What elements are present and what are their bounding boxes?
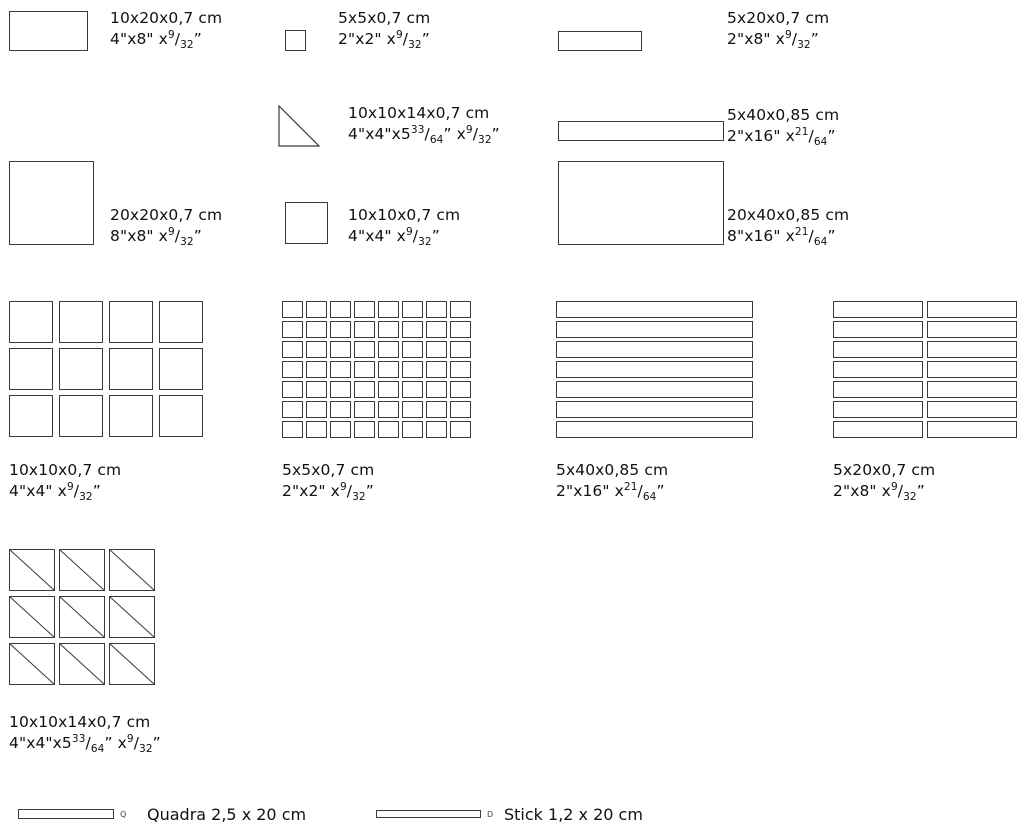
mesh-tile <box>450 341 471 358</box>
label-20x40-metric: 20x40x0,85 cm <box>727 206 850 224</box>
mesh-tile <box>354 301 375 318</box>
mesh-tile <box>927 361 1017 378</box>
mesh-tile <box>306 381 327 398</box>
legend-quadra-label: Quadra 2,5 x 20 cm <box>147 805 307 824</box>
mesh-tile <box>402 361 423 378</box>
mesh-tile <box>833 361 923 378</box>
mesh-triangle-tile <box>9 549 55 595</box>
mesh-tile <box>426 341 447 358</box>
mesh-tile <box>556 401 753 418</box>
tile-shape-triangle-10x10x14 <box>278 105 320 147</box>
label-5x5-metric: 5x5x0,7 cm <box>338 9 431 27</box>
legend-stick-label: Stick 1,2 x 20 cm <box>504 805 643 824</box>
mesh-tile <box>330 381 351 398</box>
mesh-tile <box>378 301 399 318</box>
mesh-tile <box>109 395 153 437</box>
mesh-tile <box>109 348 153 390</box>
mesh-tile <box>330 421 351 438</box>
label-5x40-imperial: 2"x16" $x^{21}/_{64}$” <box>727 125 836 148</box>
label-20x40 <box>727 205 849 246</box>
mesh-tile <box>450 321 471 338</box>
mesh-tile <box>450 421 471 438</box>
label-10x20-imperial: 4"x8" $x^9/_{32}$” <box>110 28 202 51</box>
label-5x20 <box>727 8 829 49</box>
mesh-tile <box>556 341 753 358</box>
triangle-icon <box>9 549 55 591</box>
label-10x20-metric: 10x20x0,7 cm <box>110 9 223 27</box>
label-20x20-imperial: 8"x8" $x^9/_{32}$” <box>110 225 202 248</box>
mesh-tile <box>306 421 327 438</box>
label-10x20 <box>110 8 222 49</box>
mesh-triangle-tile <box>59 643 105 689</box>
label-5x20-imperial: 2"x8" $x^9/_{32}$” <box>727 28 819 51</box>
mesh-tile <box>402 401 423 418</box>
mesh-tile <box>9 348 53 390</box>
label-5x20-metric: 5x20x0,7 cm <box>727 9 830 27</box>
mesh-tile <box>927 421 1017 438</box>
triangle-icon <box>9 643 55 685</box>
label-5x5 <box>338 8 430 49</box>
mesh-tile <box>378 341 399 358</box>
label-mesh-triangle-metric: 10x10x14x0,7 cm <box>9 713 151 731</box>
legend-stick-mark: D <box>487 810 494 819</box>
mesh-tile <box>59 395 103 437</box>
mesh-tile <box>927 301 1017 318</box>
mesh-tile <box>378 361 399 378</box>
mesh-tile <box>833 341 923 358</box>
mesh-sheet-triangle-10x10x14 <box>9 549 161 684</box>
legend-quadra-swatch <box>18 809 114 819</box>
label-mesh-10x10-metric: 10x10x0,7 cm <box>9 461 122 479</box>
tile-shape-20x40 <box>558 161 724 245</box>
mesh-tile <box>378 321 399 338</box>
tile-shape-5x20 <box>558 31 642 51</box>
mesh-tile <box>354 321 375 338</box>
label-mesh-5x20 <box>833 460 935 501</box>
mesh-tile <box>330 341 351 358</box>
tile-shape-5x40 <box>558 121 724 141</box>
label-triangle-10x10x14 <box>348 103 500 144</box>
label-mesh-5x40-imperial: 2"x16" $x^{21}/_{64}$” <box>556 480 665 503</box>
label-5x40 <box>727 105 839 146</box>
mesh-tile <box>330 321 351 338</box>
label-20x20 <box>110 205 222 246</box>
mesh-tile <box>402 301 423 318</box>
mesh-tile <box>330 361 351 378</box>
mesh-tile <box>354 421 375 438</box>
mesh-triangle-tile <box>109 643 155 689</box>
tile-shape-10x10 <box>285 202 328 244</box>
mesh-tile <box>306 401 327 418</box>
triangle-icon <box>59 643 105 685</box>
triangle-icon <box>59 549 105 591</box>
mesh-tile <box>330 301 351 318</box>
label-mesh-5x20-metric: 5x20x0,7 cm <box>833 461 936 479</box>
mesh-tile <box>282 361 303 378</box>
tile-shape-20x20 <box>9 161 94 245</box>
mesh-tile <box>9 395 53 437</box>
mesh-tile <box>354 401 375 418</box>
label-mesh-5x20-imperial: 2"x8" $x^9/_{32}$” <box>833 480 925 503</box>
mesh-tile <box>450 361 471 378</box>
mesh-tile <box>927 381 1017 398</box>
mesh-tile <box>402 321 423 338</box>
mesh-tile <box>282 321 303 338</box>
label-mesh-10x10-imperial: 4"x4" $x^9/_{32}$” <box>9 480 101 503</box>
mesh-tile <box>306 361 327 378</box>
label-mesh-5x40 <box>556 460 668 501</box>
mesh-sheet-10x10 <box>9 301 207 439</box>
mesh-tile <box>426 401 447 418</box>
label-mesh-5x40-metric: 5x40x0,85 cm <box>556 461 669 479</box>
mesh-tile <box>109 301 153 343</box>
mesh-tile <box>833 321 923 338</box>
mesh-tile <box>426 301 447 318</box>
label-mesh-triangle <box>9 712 161 753</box>
mesh-sheet-5x20 <box>833 301 1017 439</box>
tile-shape-10x20 <box>9 11 88 51</box>
mesh-tile <box>306 341 327 358</box>
legend-stick-swatch <box>376 810 481 818</box>
mesh-tile <box>833 421 923 438</box>
mesh-triangle-tile <box>59 549 105 595</box>
triangle-icon <box>109 596 155 638</box>
mesh-tile <box>556 321 753 338</box>
mesh-tile <box>556 361 753 378</box>
label-5x5-imperial: 2"x2" $x^9/_{32}$” <box>338 28 430 51</box>
mesh-tile <box>402 341 423 358</box>
mesh-tile <box>927 341 1017 358</box>
mesh-sheet-5x5 <box>282 301 472 439</box>
mesh-tile <box>426 361 447 378</box>
mesh-tile <box>282 301 303 318</box>
mesh-tile <box>159 348 203 390</box>
label-5x40-metric: 5x40x0,85 cm <box>727 106 840 124</box>
mesh-triangle-tile <box>109 596 155 642</box>
mesh-tile <box>378 421 399 438</box>
triangle-icon <box>109 549 155 591</box>
mesh-tile <box>159 395 203 437</box>
mesh-tile <box>556 301 753 318</box>
label-triangle-imperial: $4"x4"x5^{33}/_{64}$” $x^9/_{32}$” <box>348 123 500 146</box>
mesh-tile <box>354 341 375 358</box>
label-mesh-triangle-imperial: $4"x4"x5^{33}/_{64}$” $x^9/_{32}$” <box>9 732 161 755</box>
mesh-tile <box>426 421 447 438</box>
label-mesh-10x10 <box>9 460 121 501</box>
mesh-tile <box>59 301 103 343</box>
mesh-tile <box>450 381 471 398</box>
label-triangle-metric: 10x10x14x0,7 cm <box>348 104 490 122</box>
triangle-icon <box>9 596 55 638</box>
triangle-icon <box>59 596 105 638</box>
mesh-tile <box>426 381 447 398</box>
mesh-tile <box>927 401 1017 418</box>
tile-shape-5x5 <box>285 30 306 51</box>
mesh-tile <box>306 321 327 338</box>
mesh-tile <box>282 421 303 438</box>
mesh-tile <box>378 401 399 418</box>
label-10x10-metric: 10x10x0,7 cm <box>348 206 461 224</box>
label-mesh-5x5 <box>282 460 374 501</box>
triangle-icon <box>109 643 155 685</box>
mesh-tile <box>159 301 203 343</box>
label-10x10 <box>348 205 460 246</box>
mesh-tile <box>330 401 351 418</box>
mesh-tile <box>556 381 753 398</box>
triangle-icon <box>278 105 320 147</box>
mesh-tile <box>833 401 923 418</box>
mesh-tile <box>282 341 303 358</box>
mesh-tile <box>402 381 423 398</box>
mesh-triangle-tile <box>9 643 55 689</box>
mesh-tile <box>378 381 399 398</box>
label-mesh-5x5-metric: 5x5x0,7 cm <box>282 461 375 479</box>
mesh-tile <box>9 301 53 343</box>
mesh-tile <box>833 301 923 318</box>
mesh-tile <box>354 381 375 398</box>
label-20x40-imperial: 8"x16" $x^{21}/_{64}$” <box>727 225 836 248</box>
mesh-tile <box>306 301 327 318</box>
mesh-tile <box>450 301 471 318</box>
legend-quadra-mark: Q <box>120 810 127 819</box>
mesh-tile <box>59 348 103 390</box>
mesh-triangle-tile <box>9 596 55 642</box>
mesh-sheet-5x40 <box>556 301 754 439</box>
label-10x10-imperial: 4"x4" $x^9/_{32}$” <box>348 225 440 248</box>
mesh-tile <box>556 421 753 438</box>
label-mesh-5x5-imperial: 2"x2" $x^9/_{32}$” <box>282 480 374 503</box>
mesh-tile <box>833 381 923 398</box>
mesh-triangle-tile <box>109 549 155 595</box>
mesh-tile <box>354 361 375 378</box>
mesh-tile <box>282 401 303 418</box>
mesh-tile <box>426 321 447 338</box>
mesh-tile <box>927 321 1017 338</box>
mesh-tile <box>282 381 303 398</box>
mesh-tile <box>402 421 423 438</box>
label-20x20-metric: 20x20x0,7 cm <box>110 206 223 224</box>
mesh-tile <box>450 401 471 418</box>
mesh-triangle-tile <box>59 596 105 642</box>
